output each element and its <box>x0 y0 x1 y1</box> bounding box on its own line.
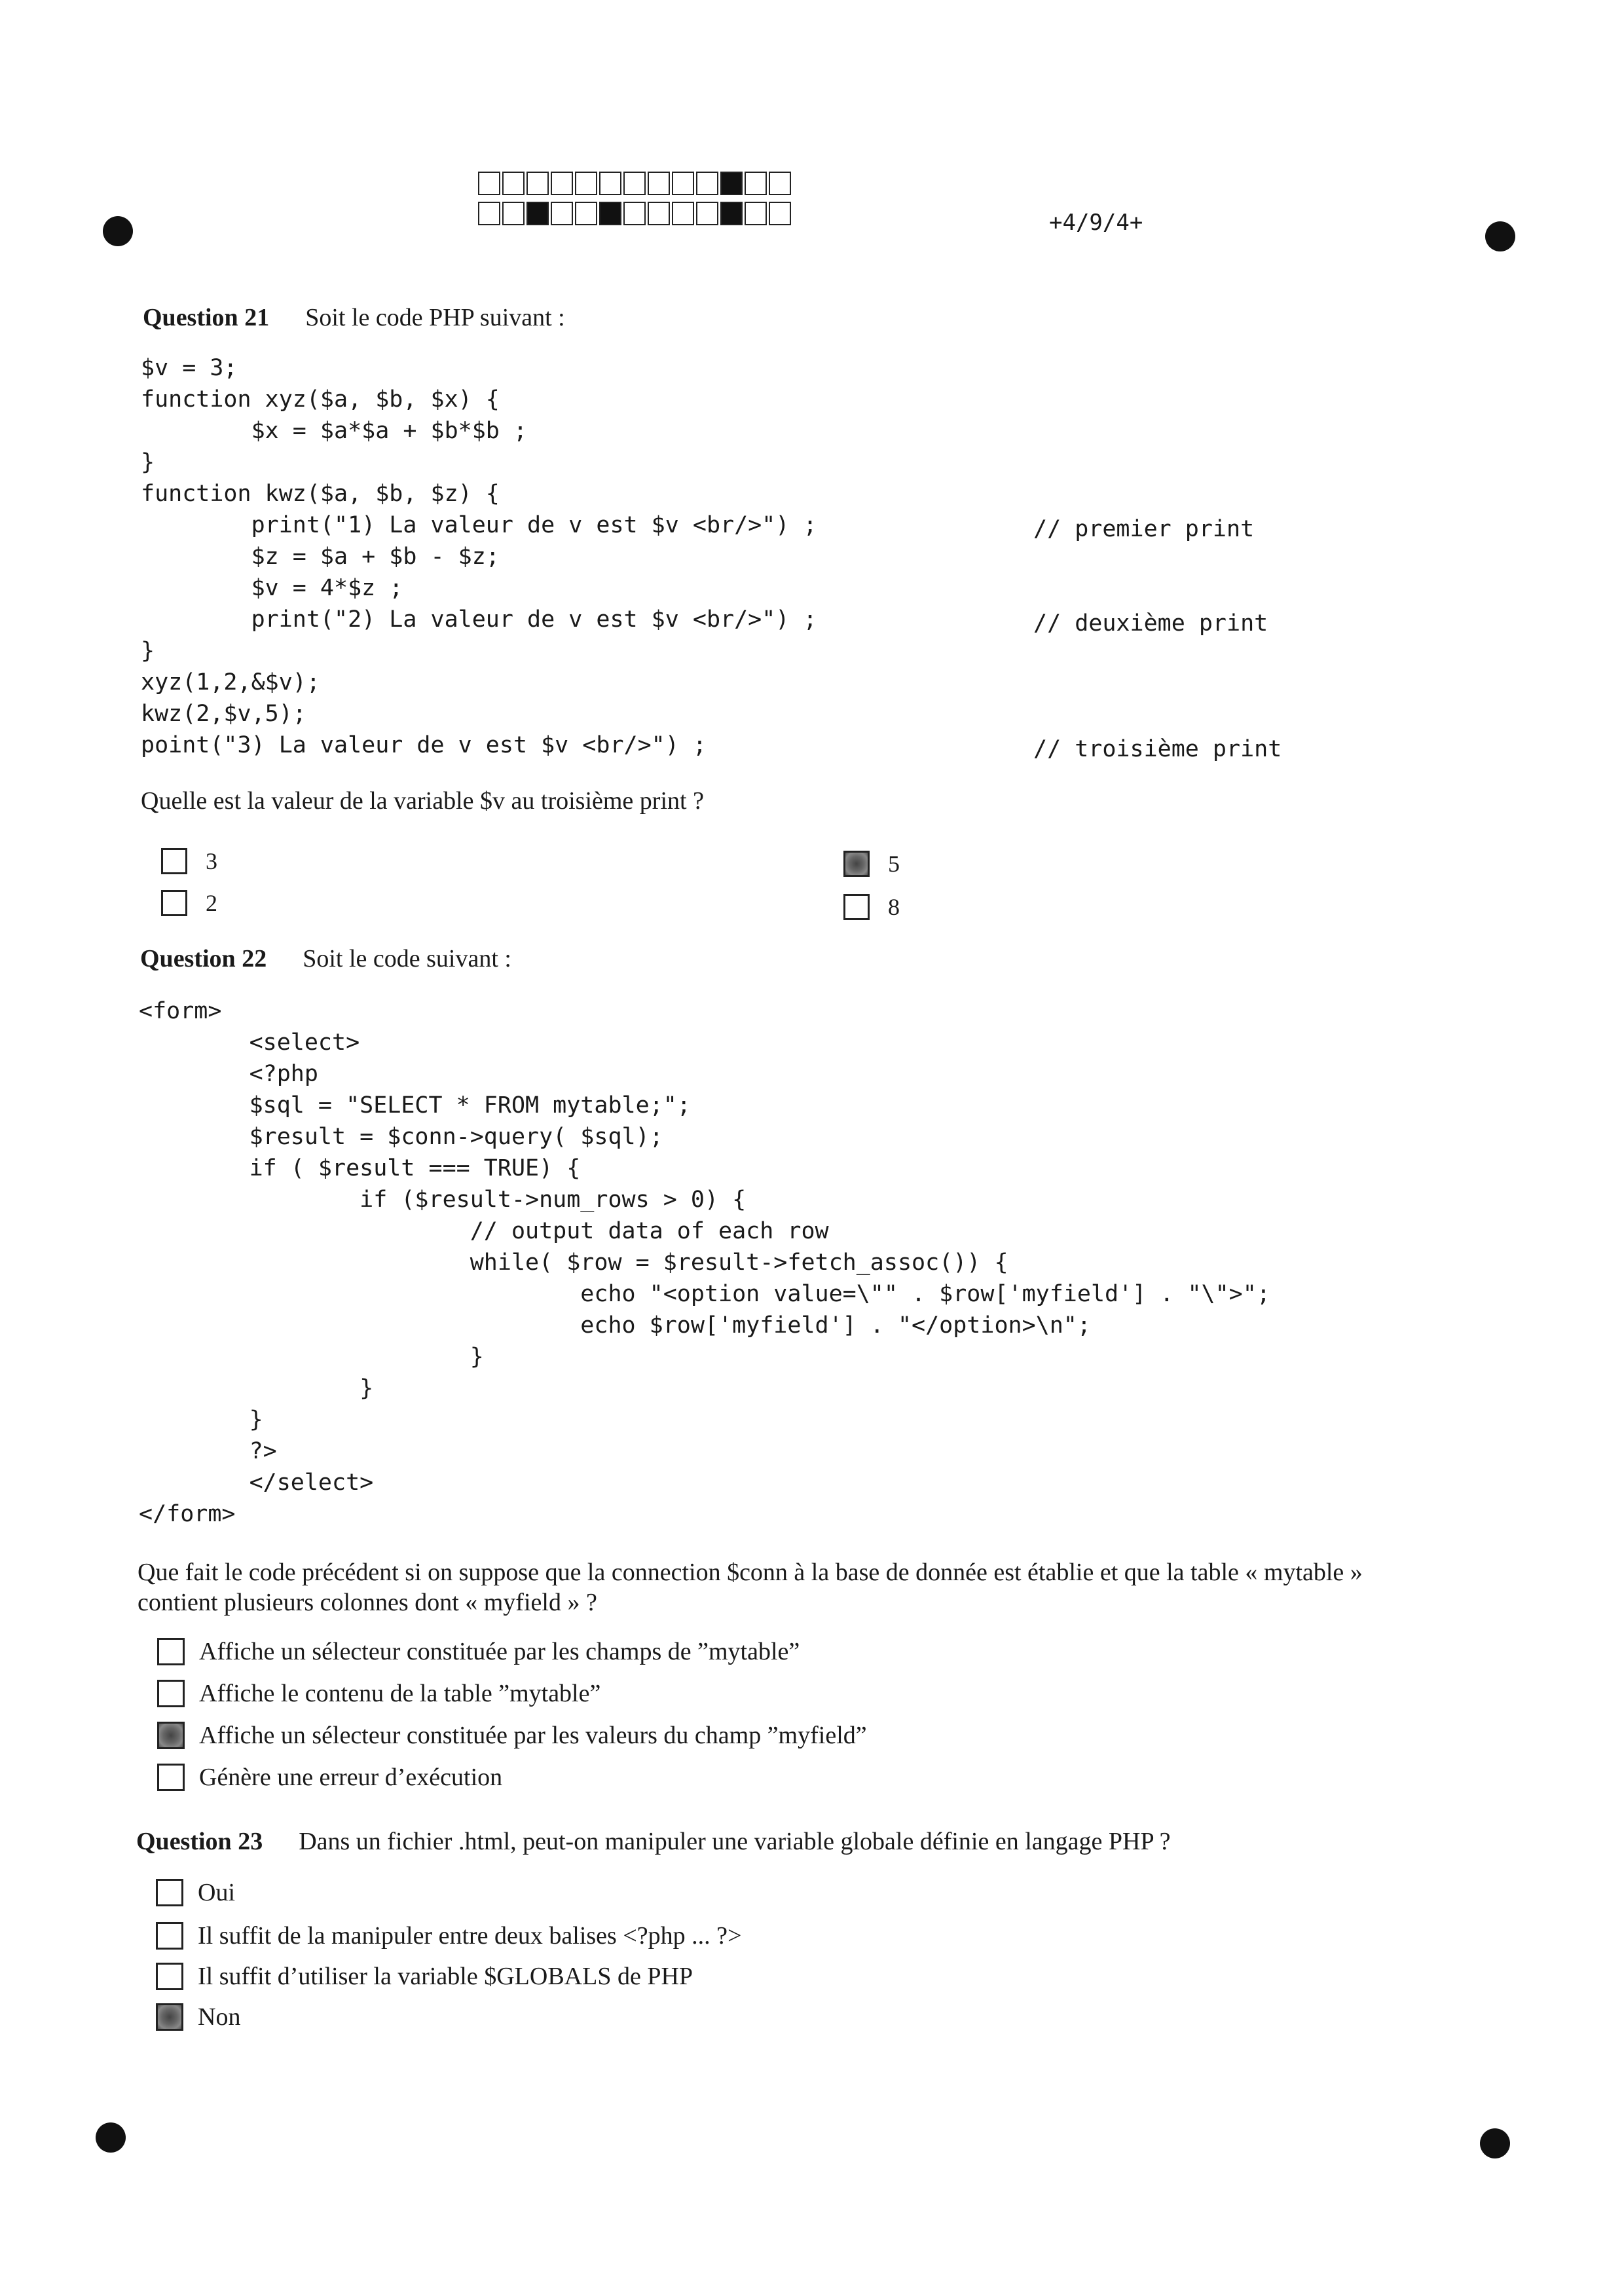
question-22-intro: Soit le code suivant : <box>303 945 511 972</box>
barcode-cell-empty <box>696 202 718 225</box>
barcode-row-1 <box>478 172 793 195</box>
checkbox[interactable] <box>157 1764 185 1791</box>
registration-mark-bottom-right <box>1480 2128 1510 2158</box>
barcode-cell-filled <box>720 202 743 225</box>
question-23-intro: Dans un fichier .html, peut-on manipuler une variable globale définie en langage PHP ? <box>299 1828 1171 1855</box>
question-21-intro: Soit le code PHP suivant : <box>305 304 565 331</box>
q23-choice-globals[interactable]: Il suffit d’utiliser la variable $GLOBALS de PHP <box>156 1962 693 1991</box>
q22-choice-1[interactable]: Affiche un sélecteur constituée par les champs de ”mytable” <box>157 1637 800 1666</box>
checkbox[interactable] <box>157 1680 185 1707</box>
checkbox[interactable] <box>156 1879 183 1906</box>
q21-choice-3[interactable]: 3 <box>161 847 217 875</box>
q21-choice-8[interactable]: 8 <box>843 893 900 921</box>
barcode-cell-empty <box>599 172 621 195</box>
checkbox[interactable] <box>161 890 187 916</box>
barcode-cell-empty <box>648 172 670 195</box>
comment-troisieme-print: // troisième print <box>1033 736 1282 762</box>
checkbox[interactable] <box>156 1963 183 1990</box>
barcode-row-2 <box>478 202 793 225</box>
barcode-cell-empty <box>575 172 597 195</box>
q22-choice-4[interactable]: Génère une erreur d’exécution <box>157 1763 502 1792</box>
barcode-cell-empty <box>502 172 525 195</box>
barcode-cell-empty <box>502 202 525 225</box>
registration-mark-top-left <box>103 216 133 246</box>
barcode-cell-empty <box>672 202 694 225</box>
checkbox-checked[interactable] <box>157 1722 185 1749</box>
barcode-cell-empty <box>623 172 646 195</box>
barcode-cell-empty <box>745 172 767 195</box>
q23-choice-php-tags[interactable]: Il suffit de la manipuler entre deux balises <?php ... ?> <box>156 1921 741 1950</box>
barcode-cell-empty <box>696 172 718 195</box>
checkbox[interactable] <box>843 894 870 920</box>
q22-choice-3[interactable]: Affiche un sélecteur constituée par les valeurs du champ ”myfield” <box>157 1721 867 1750</box>
barcode-cell-empty <box>745 202 767 225</box>
question-22-code: <form> <select> <?php $sql = "SELECT * FROM mytable;"; $result = $conn->query( $sql); if ( $result === TRUE) { if ($result->num_rows > 0) { // output data of each row while( $row = $result->fetch_assoc()) { echo "<option value=\"" . $row['myfield'] . "\">"; echo $row['myfield'] . "</option>\n"; } } } ?> </select> </form> <box>139 998 1270 1527</box>
barcode-cell-empty <box>769 172 791 195</box>
checkbox[interactable] <box>161 848 187 874</box>
barcode-cell-empty <box>769 202 791 225</box>
barcode-cell-filled <box>720 172 743 195</box>
q23-choice-oui[interactable]: Oui <box>156 1878 235 1907</box>
registration-mark-top-right <box>1485 221 1515 251</box>
question-21-prompt: Quelle est la valeur de la variable $v au troisième print ? <box>141 787 704 815</box>
barcode-cell-empty <box>648 202 670 225</box>
question-21-code: $v = 3; function xyz($a, $b, $x) { $x = $a*$a + $b*$b ; } function kwz($a, $b, $z) { print("1) La valeur de v est $v <br/>") ; $z = $a + $b - $z; $v = 4*$z ; print("2) La valeur de v est $v <br/>") ; } xyz(1,2,&$v); kwz(2,$v,5); point("3) La valeur de v est $v <br/>") ; <box>141 355 817 758</box>
barcode-cell-empty <box>478 202 500 225</box>
barcode-cell-empty <box>551 172 573 195</box>
question-23-heading <box>136 1827 1171 1856</box>
barcode-cell-empty <box>526 172 549 195</box>
question-23-label: Question 23 <box>136 1828 263 1855</box>
barcode-cell-empty <box>551 202 573 225</box>
q21-choice-5[interactable]: 5 <box>843 850 900 878</box>
registration-mark-bottom-left <box>96 2122 126 2153</box>
question-21-label: Question 21 <box>143 304 270 331</box>
comment-premier-print: // premier print <box>1033 516 1255 542</box>
q21-choice-2[interactable]: 2 <box>161 889 217 917</box>
barcode-cell-filled <box>599 202 621 225</box>
question-22-prompt-line-2: contient plusieurs colonnes dont « myfield » ? <box>138 1589 597 1616</box>
barcode-cell-empty <box>575 202 597 225</box>
barcode-cell-filled <box>526 202 549 225</box>
barcode-cell-empty <box>478 172 500 195</box>
checkbox-checked[interactable] <box>843 851 870 877</box>
q23-choice-non[interactable]: Non <box>156 2003 240 2031</box>
barcode-cell-empty <box>623 202 646 225</box>
checkbox[interactable] <box>156 1922 183 1950</box>
q22-choice-2[interactable]: Affiche le contenu de la table ”mytable” <box>157 1679 600 1708</box>
barcode-cell-empty <box>672 172 694 195</box>
comment-deuxieme-print: // deuxième print <box>1033 610 1268 637</box>
question-22-heading <box>140 944 511 973</box>
question-22-prompt-line-1: Que fait le code précédent si on suppose que la connection $conn à la base de donnée est établie et que la table « mytable » <box>138 1559 1363 1586</box>
checkbox-checked[interactable] <box>156 2003 183 2031</box>
question-21-heading <box>143 303 565 332</box>
question-22-label: Question 22 <box>140 945 267 972</box>
checkbox[interactable] <box>157 1638 185 1665</box>
page-id: +4/9/4+ <box>1049 210 1143 236</box>
